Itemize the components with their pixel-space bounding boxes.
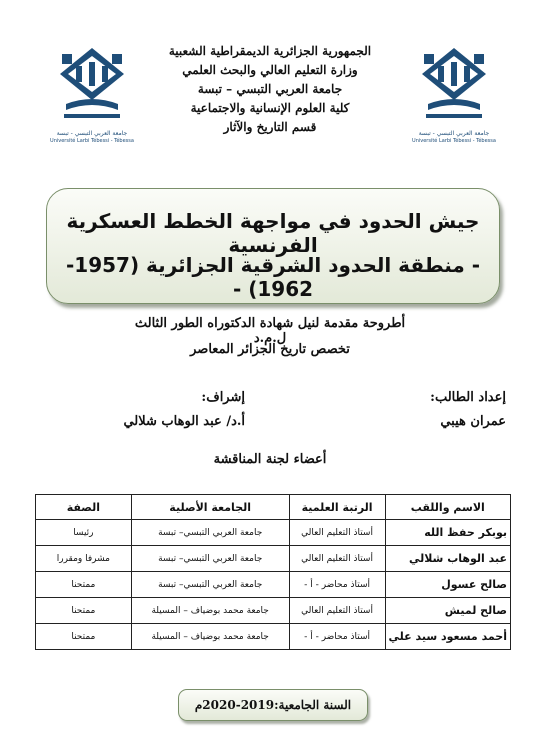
supervisor-label: إشراف: xyxy=(201,390,245,405)
logo-right-caption: جامعة العربي التبسي - تبسة xyxy=(418,130,490,137)
thesis-specialty: تخصص تاريخ الجزائر المعاصر xyxy=(190,342,350,357)
thesis-title-box xyxy=(46,188,500,304)
header-line: الجمهورية الجزائرية الديمقراطية الشعبية xyxy=(168,44,372,58)
column-header-name: الاسم واللقب xyxy=(385,495,510,520)
member-name: أحمد مسعود سيد علي xyxy=(385,624,510,650)
supervisor-name: أ.د/ عبد الوهاب شلالي xyxy=(123,414,245,429)
member-role: رئيسا xyxy=(36,520,132,546)
logo-left-latin: Université Larbi Tébessi - Tébessa xyxy=(50,138,134,144)
logo-left-caption: جامعة العربي التبسي - تبسة xyxy=(56,130,128,137)
header-line: وزارة التعليم العالي والبحث العلمي xyxy=(182,63,358,77)
member-rank: أستاذ محاضر - أ - xyxy=(289,572,385,598)
university-logo-icon xyxy=(414,44,494,134)
member-name: صالح عسول xyxy=(385,572,510,598)
university-logo-left xyxy=(52,44,132,134)
member-rank: أستاذ التعليم العالي xyxy=(289,546,385,572)
member-name: بوبكر حفظ الله xyxy=(385,520,510,546)
member-university: جامعة محمد بوضياف – المسيلة xyxy=(131,624,289,650)
committee-table xyxy=(35,494,511,650)
member-university: جامعة محمد بوضياف – المسيلة xyxy=(131,598,289,624)
member-university: جامعة العربي التبسي– تبسة xyxy=(131,546,289,572)
header-line: جامعة العربي التبسي – تبسة xyxy=(197,82,343,96)
member-university: جامعة العربي التبسي– تبسة xyxy=(131,572,289,598)
member-name: عبد الوهاب شلالي xyxy=(385,546,510,572)
table-row xyxy=(36,520,511,546)
student-label: إعداد الطالب: xyxy=(430,390,506,405)
column-header-university: الجامعة الأصلية xyxy=(131,495,289,520)
table-header-row xyxy=(36,495,511,520)
logo-right-latin: Université Larbi Tébessi - Tébessa xyxy=(412,138,496,144)
university-logo-icon xyxy=(52,44,132,134)
member-role: ممتحنا xyxy=(36,624,132,650)
member-role: ممتحنا xyxy=(36,598,132,624)
thesis-title-line-1: جيش الحدود في مواجهة الخطط العسكرية الفرنسية xyxy=(66,209,480,257)
thesis-title-line-2: - منطقة الحدود الشرقية الجزائرية (1957-1962) - xyxy=(65,253,481,301)
academic-year: السنة الجامعية:2019-2020م xyxy=(178,689,368,721)
institution-header xyxy=(150,42,390,137)
member-rank: أستاذ التعليم العالي xyxy=(289,520,385,546)
member-university: جامعة العربي التبسي– تبسة xyxy=(131,520,289,546)
column-header-role: الصفة xyxy=(36,495,132,520)
member-rank: أستاذ التعليم العالي xyxy=(289,598,385,624)
table-row xyxy=(36,624,511,650)
university-logo-right xyxy=(414,44,494,134)
table-row xyxy=(36,572,511,598)
member-role: مشرفا ومقررا xyxy=(36,546,132,572)
member-name: صالح لميش xyxy=(385,598,510,624)
committee-title: أعضاء لجنة المناقشة xyxy=(213,452,327,467)
student-name: عمران هيبي xyxy=(440,414,506,429)
thesis-degree: أطروحة مقدمة لنيل شهادة الدكتوراه الطور الثالث ل.م.د xyxy=(134,316,406,346)
member-rank: أستاذ محاضر - أ - xyxy=(289,624,385,650)
header-line: كلية العلوم الإنسانية والاجتماعية xyxy=(190,101,350,115)
column-header-rank: الرتبة العلمية xyxy=(289,495,385,520)
member-role: ممتحنا xyxy=(36,572,132,598)
table-row xyxy=(36,546,511,572)
header-line: قسم التاريخ والآثار xyxy=(223,120,317,134)
table-row xyxy=(36,598,511,624)
